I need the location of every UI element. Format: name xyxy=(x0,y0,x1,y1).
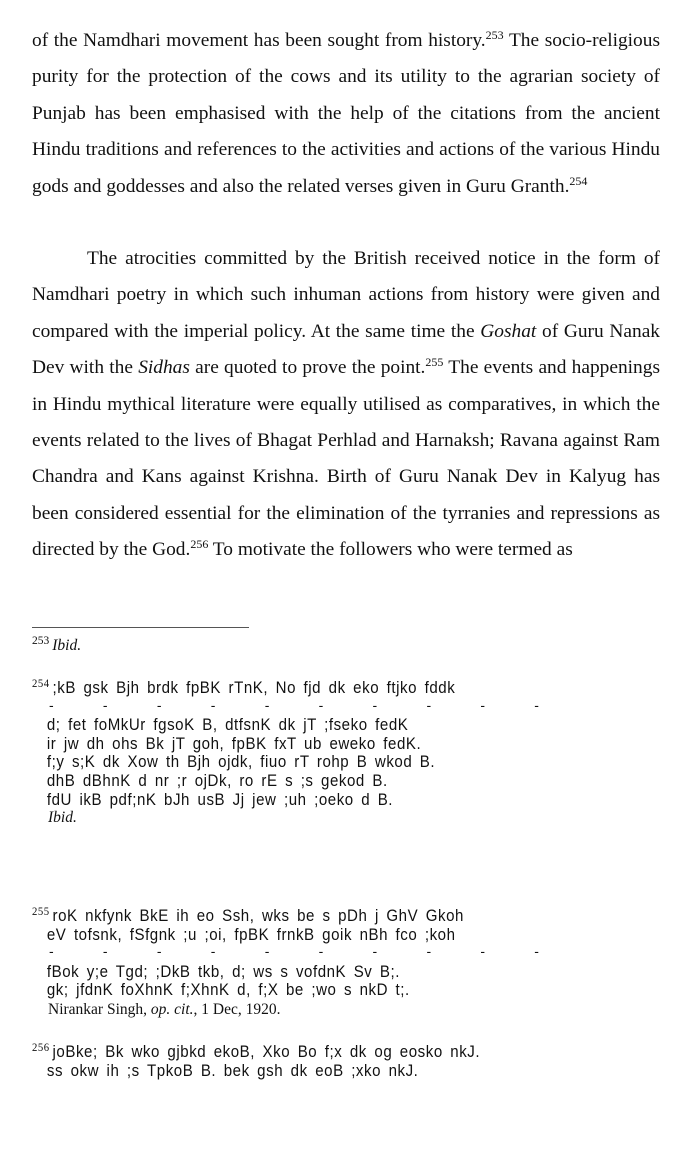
footnote-255 xyxy=(32,907,672,1019)
paragraph-text: The events and happenings in Hindu mythical literature were equally utilised as comparatives, in which the events related to the lives of Bhagat Perhlad and Harnaksh; Ravana against Ram Chandra and Kans against Krishna. Birth of Guru Nanak Dev in Kalyug has been considered essential for the elimination of the tyrranies and repressions as directed by the God. xyxy=(32,357,660,561)
dash: - xyxy=(372,696,378,713)
dash: - xyxy=(210,696,216,713)
punjabi-verse-line: dhB dBhnK d nr ;r ojDk, ro rE s ;s gekod B. xyxy=(46,771,388,790)
footnote-line xyxy=(32,1043,627,1062)
footnote-number: 255 xyxy=(32,906,50,918)
punjabi-verse-line: ss okw ih ;s TpkoB B. bek gsh dk eoB ;xko nkJ. xyxy=(46,1061,419,1080)
punjabi-verse-line: gk; jfdnK foXhnK f;XhnK d, f;X be ;wo s nkD t;. xyxy=(46,981,410,1000)
footnote-number: 254 xyxy=(32,678,50,690)
paragraph-text: are quoted to prove the point. xyxy=(189,357,426,379)
dash: - xyxy=(49,943,54,960)
footnote-separator xyxy=(32,627,249,628)
paragraph-text: of the Namdhari movement has been sought from history. xyxy=(32,30,486,51)
dash: - xyxy=(264,696,270,713)
dash: - xyxy=(372,943,378,960)
punjabi-verse-line: fBok y;e Tgd; ;DkB tkb, d; ws s vofdnK Sv B;. xyxy=(46,962,400,981)
footnote-citation-line xyxy=(32,1000,672,1019)
dash: - xyxy=(534,943,539,960)
dash: - xyxy=(426,943,432,960)
dash: - xyxy=(102,943,108,960)
footnote-ref-255[interactable]: 255 xyxy=(425,355,444,370)
footnote-number: 253 xyxy=(32,635,50,647)
dash: - xyxy=(210,943,216,960)
body-paragraph-2 xyxy=(32,241,660,569)
italic-term-sidhas: Sidhas xyxy=(138,357,190,379)
dash: - xyxy=(156,696,162,713)
footnote-line xyxy=(32,907,627,926)
footnote-ref-256[interactable]: 256 xyxy=(190,537,209,552)
paragraph-text: The atrocities committed by the British received notice in the form of Namdhari poetry in which such inhuman actions from history were given and compared with the imperial policy. At the same time the xyxy=(32,248,660,342)
dash-row xyxy=(49,698,539,717)
punjabi-verse-line: ;kB gsk Bjh brdk fpBK rTnK, No fjd dk eko ftjko fddk xyxy=(52,679,456,697)
footnote-number: 256 xyxy=(32,1042,50,1054)
dash: - xyxy=(318,943,324,960)
punjabi-verse-line: roK nkfynk BkE ih eo Ssh, wks be s pDh j GhV Gkoh xyxy=(52,907,464,925)
dash: - xyxy=(102,696,108,713)
footnote-citation-line xyxy=(32,808,672,827)
paragraph-text: To motivate the followers who were termed as xyxy=(208,539,573,561)
dash: - xyxy=(426,696,432,713)
citation-date: , 1 Dec, 1920. xyxy=(193,1000,281,1018)
citation-opcit: op. cit. xyxy=(150,1000,194,1018)
paragraph-text: of Guru Nanak Dev with the xyxy=(32,320,660,379)
punjabi-verse-line: d; fet foMkUr fgsoK B, dtfsnK dk jT ;fseko fedK xyxy=(46,716,409,735)
italic-term-goshat: Goshat xyxy=(480,320,537,342)
punjabi-verse-line: joBke; Bk wko gjbkd ekoB, Xko Bo f;x dk og eosko nkJ. xyxy=(52,1043,481,1061)
dash: - xyxy=(156,943,162,960)
punjabi-verse-line: eV tofsnk, fSfgnk ;u ;oi, fpBK frnkB goik nBh fco ;koh xyxy=(46,925,456,944)
dash: - xyxy=(480,943,486,960)
dash-row xyxy=(49,944,539,963)
footnote-citation: Ibid. xyxy=(48,809,77,827)
punjabi-verse-line: ir jw dh ohs Bk jT goh, fpBK fxT ub eweko fedK. xyxy=(46,734,422,753)
dash: - xyxy=(480,696,486,713)
footnote-line xyxy=(32,679,627,698)
dash: - xyxy=(264,943,270,960)
body-paragraph-1 xyxy=(32,23,660,205)
citation-author: Nirankar Singh, xyxy=(48,1000,151,1018)
footnote-253 xyxy=(32,636,672,655)
dash: - xyxy=(318,696,324,713)
footnote-ref-254[interactable]: 254 xyxy=(569,173,588,188)
dash: - xyxy=(534,696,539,713)
footnote-254 xyxy=(32,679,672,827)
dash: - xyxy=(49,696,54,713)
paragraph-text: The socio-religious purity for the protection of the cows and its utility to the agrarian society of Punjab has been emphasised with the help of the citations from the ancient Hindu traditions and references to the activities and actions of the various Hindu gods and goddesses and also the related verses given in Guru Granth. xyxy=(32,30,660,197)
punjabi-verse-line: fdU ikB pdf;nK bJh usB Jj jew ;uh ;oeko d B. xyxy=(46,790,394,809)
punjabi-verse-line: f;y s;K dk Xow th Bjh ojdk, fiuo rT rohp B wkod B. xyxy=(46,753,436,772)
footnote-256 xyxy=(32,1043,672,1080)
footnote-citation: Ibid. xyxy=(52,637,82,654)
footnote-ref-253[interactable]: 253 xyxy=(485,28,504,42)
